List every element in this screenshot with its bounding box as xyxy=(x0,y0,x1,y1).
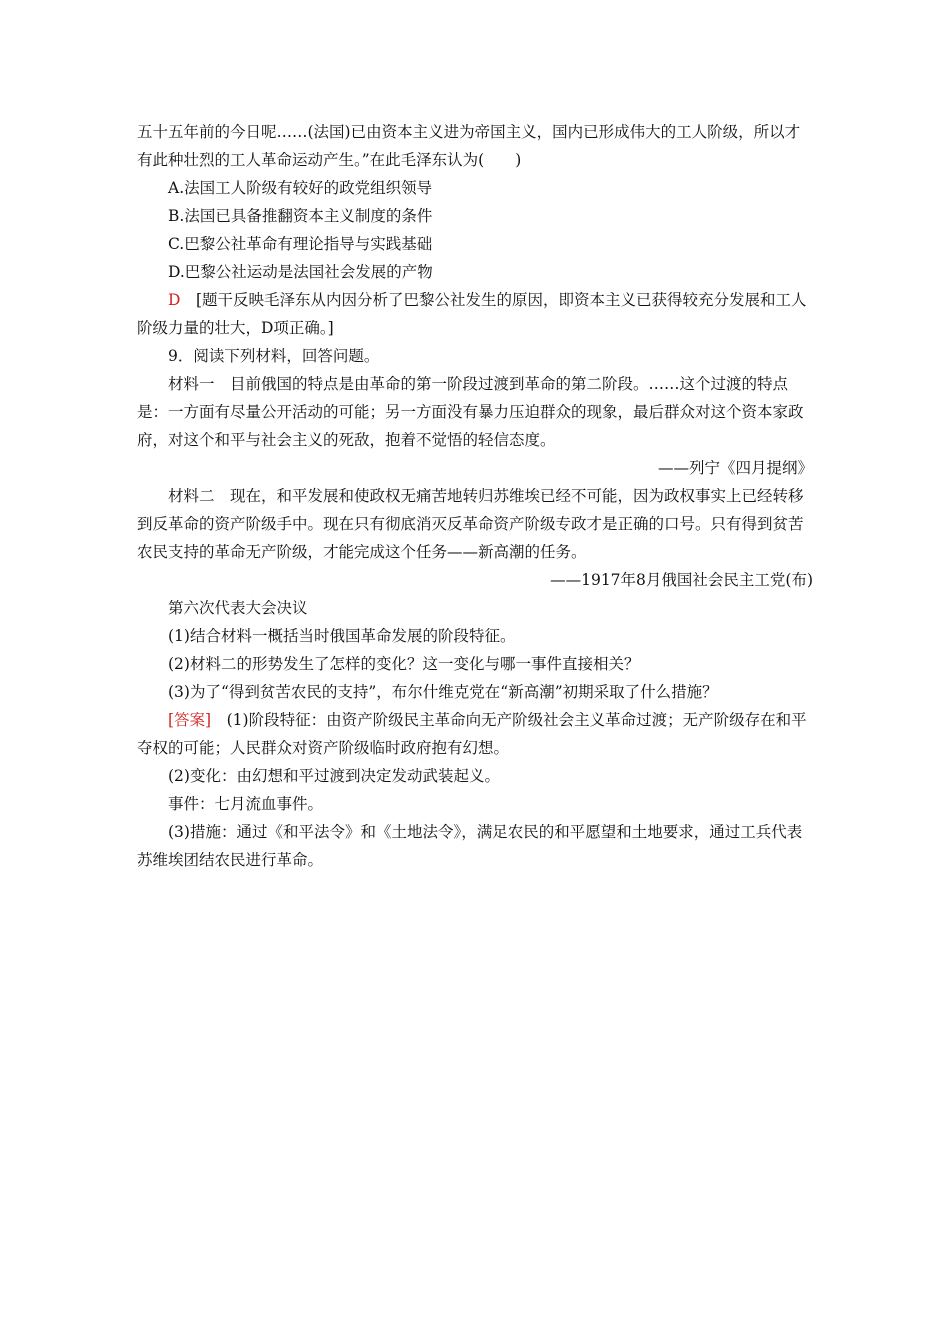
q9-question-3: (3)为了“得到贫苦农民的支持”，布尔什维克党在“新高潮”初期采取了什么措施？ xyxy=(168,683,718,701)
q8-answer xyxy=(137,286,813,342)
q9-answer-3: (3)措施：通过《和平法令》和《土地法令》，满足农民的和平愿望和土地要求，通过工兵代表苏维埃团结农民进行革命。 xyxy=(137,823,803,869)
q8-option-a: A.法国工人阶级有较好的政党组织领导 xyxy=(168,179,433,197)
q8-option-c: C.巴黎公社革命有理论指导与实践基础 xyxy=(168,235,433,253)
q9-answer-2b: 事件：七月流血事件。 xyxy=(168,795,324,813)
q9-material-1: 材料一 目前俄国的特点是由革命的第一阶段过渡到革命的第二阶段。……这个过渡的特点是：一方面有尽量公开活动的可能；另一方面没有暴力压迫群众的现象，最后群众对这个资本家政府，对这个和平与社会主义的死敌，抱着不觉悟的轻信态度。 xyxy=(137,375,804,449)
content-column xyxy=(137,118,813,874)
q8-answer-letter: D xyxy=(168,291,181,309)
q9-source-2-line-2: 第六次代表大会决议 xyxy=(168,599,308,617)
q9-title: 9．阅读下列材料，回答问题。 xyxy=(168,347,380,365)
q9-answer-2a: (2)变化：由幻想和平过渡到决定发动武装起义。 xyxy=(168,767,500,785)
q9-answer-1-text: (1)阶段特征：由资产阶级民主革命向无产阶级社会主义革命过渡；无产阶级存在和平夺权的可能；人民群众对资产阶级临时政府抱有幻想。 xyxy=(137,711,807,757)
q9-answer-label: [答案] xyxy=(168,711,212,729)
q8-option-d: D.巴黎公社运动是法国社会发展的产物 xyxy=(168,263,433,281)
q9-source-1: ——列宁《四月提纲》 xyxy=(657,459,813,477)
q9-material-2: 材料二 现在，和平发展和使政权无痛苦地转归苏维埃已经不可能，因为政权事实上已经转移到反革命的资产阶级手中。现在只有彻底消灭反革命资产阶级专政才是正确的口号。只有得到贫苦农民支持的革命无产阶级，才能完成这个任务——新高潮的任务。 xyxy=(137,487,804,561)
q8-stem-tail: 五十五年前的今日呢……(法国)已由资本主义进为帝国主义，国内已形成伟大的工人阶级，所以才有此种壮烈的工人革命运动产生。”在此毛泽东认为( ) xyxy=(137,123,801,169)
q8-option-b: B.法国已具备推翻资本主义制度的条件 xyxy=(168,207,433,225)
q9-answer-1 xyxy=(137,706,813,762)
q9-question-2: (2)材料二的形势发生了怎样的变化？这一变化与哪一事件直接相关？ xyxy=(168,655,640,673)
q8-explanation: [题干反映毛泽东从内因分析了巴黎公社发生的原因，即资本主义已获得较充分发展和工人阶级力量的壮大，D项正确。] xyxy=(137,291,807,337)
q9-source-2-line-1: ——1917年8月俄国社会民主工党(布) xyxy=(550,571,813,589)
q9-question-1: (1)结合材料一概括当时俄国革命发展的阶段特征。 xyxy=(168,627,516,645)
